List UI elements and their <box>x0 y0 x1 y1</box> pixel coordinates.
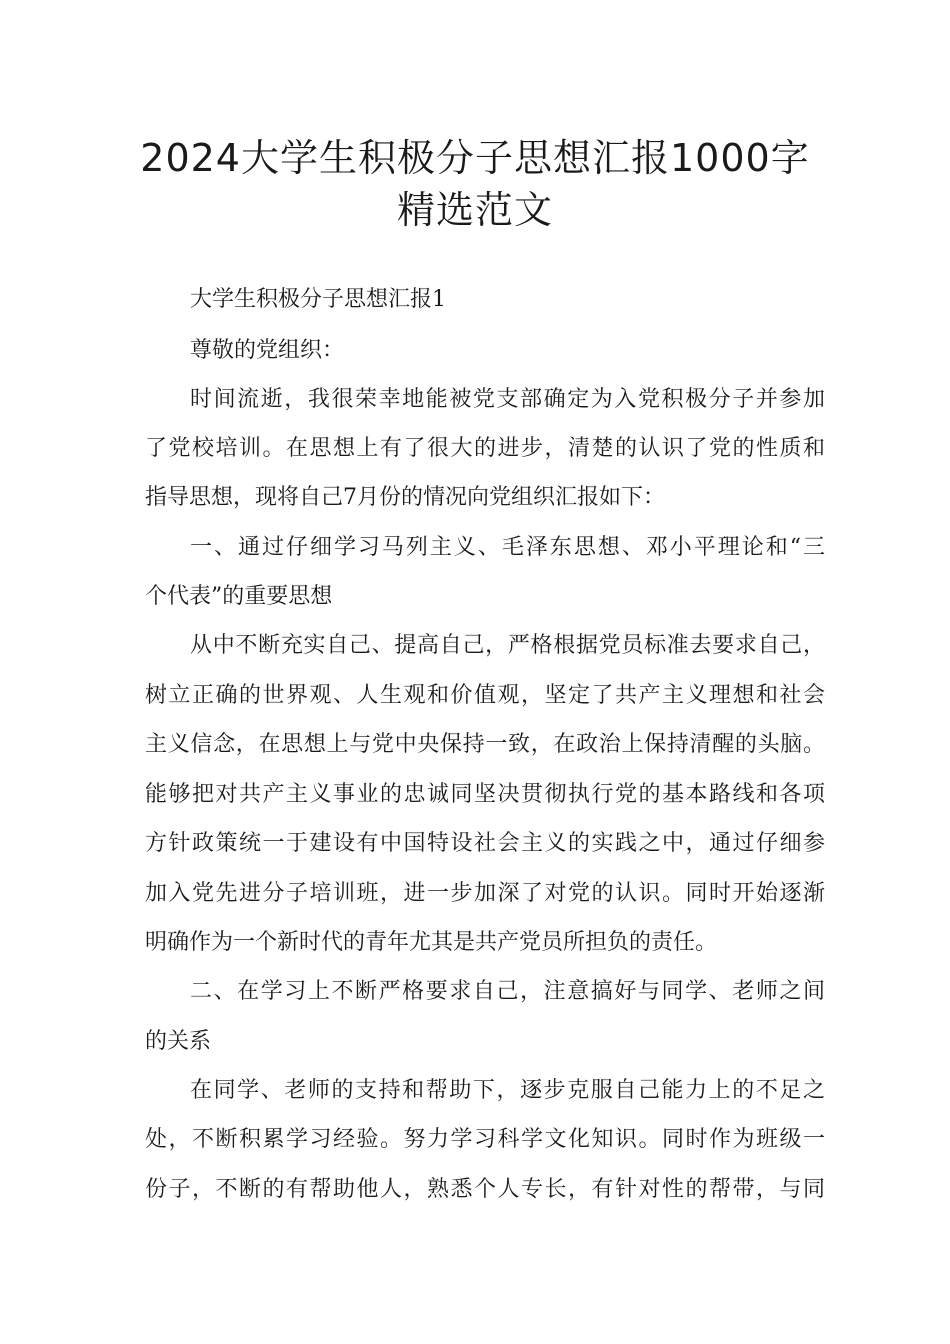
body-line: 能够把对共产主义事业的忠诚同坚决贯彻执行党的基本路线和各项 <box>145 782 825 807</box>
body-line: 主义信念，在思想上与党中央保持一致，在政治上保持清醒的头脑。 <box>145 732 825 757</box>
body-line: 个代表”的重要思想 <box>145 584 333 609</box>
body-line: 方针政策统一于建设有中国特设社会主义的实践之中，通过仔细参 <box>145 831 825 856</box>
body-line: 在同学、老师的支持和帮助下，逐步克服自己能力上的不足之 <box>190 1078 825 1103</box>
body-line: 二、在学习上不断严格要求自己，注意搞好与同学、老师之间 <box>190 979 825 1004</box>
body-line: 指导思想，现将自己7月份的情况向党组织汇报如下： <box>145 485 665 510</box>
body-line: 处，不断积累学习经验。努力学习科学文化知识。同时作为班级一 <box>145 1127 825 1152</box>
body-line: 时间流逝，我很荣幸地能被党支部确定为入党积极分子并参加 <box>190 387 825 412</box>
document-title-line-1: 2024大学生积极分子思想汇报1000字 <box>140 136 810 180</box>
body-line: 的关系 <box>145 1029 212 1054</box>
document-title-line-2: 精选范文 <box>396 188 553 232</box>
body-line: 加入党先进分子培训班，进一步加深了对党的认识。同时开始逐渐 <box>145 881 825 906</box>
salutation: 尊敬的党组织： <box>190 338 345 363</box>
body-line: 树立正确的世界观、人生观和价值观，坚定了共产主义理想和社会 <box>145 683 825 708</box>
body-line: 明确作为一个新时代的青年尤其是共产党员所担负的责任。 <box>145 930 718 955</box>
body-line: 一、通过仔细学习马列主义、毛泽东思想、邓小平理论和“三 <box>190 535 825 560</box>
section-heading: 大学生积极分子思想汇报1 <box>190 287 446 312</box>
body-line: 从中不断充实自己、提高自己，严格根据党员标准去要求自己， <box>190 633 825 658</box>
body-line: 了党校培训。在思想上有了很大的进步，清楚的认识了党的性质和 <box>145 436 825 461</box>
body-line: 份子，不断的有帮助他人，熟悉个人专长，有针对性的帮带，与同 <box>145 1177 825 1202</box>
